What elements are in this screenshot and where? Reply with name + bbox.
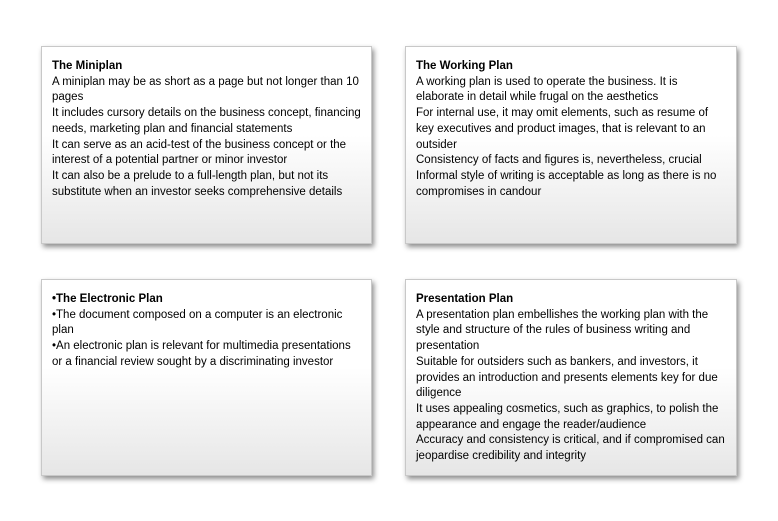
electronic-plan-card [41, 279, 372, 476]
card-line: A presentation plan embellishes the working plan with the style and structure of the rules of business writing and presentation [416, 308, 709, 353]
card-title: Presentation Plan [416, 293, 514, 305]
card-title: The Working Plan [416, 60, 513, 72]
card-line: A working plan is used to operate the business. It is elaborate in detail while frugal on the aesthetics [416, 75, 678, 104]
card-line: Informal style of writing is acceptable as long as there is no compromises in candour [416, 169, 717, 198]
presentation-plan-card [405, 279, 737, 476]
card-title: The Miniplan [52, 60, 123, 72]
card-line: It uses appealing cosmetics, such as graphics, to polish the appearance and engage the reader/audience [416, 402, 719, 431]
miniplan-card [41, 46, 372, 244]
card-line: A miniplan may be as short as a page but not longer than 10 pages [52, 75, 359, 104]
card-title: •The Electronic Plan [52, 293, 163, 305]
card-line: Consistency of facts and figures is, nevertheless, crucial [416, 154, 702, 167]
card-line: Suitable for outsiders such as bankers, and investors, it provides an introduction and presents elements key for due diligence [416, 355, 718, 400]
card-line: It can also be a prelude to a full-length plan, but not its substitute when an investor seeks comprehensive details [52, 169, 343, 198]
working-plan-card [405, 46, 737, 244]
card-line: Accuracy and consistency is critical, and if compromised can jeopardise credibility and integrity [416, 434, 725, 463]
card-line: •The document composed on a computer is an electronic plan [52, 308, 343, 337]
card-line: It includes cursory details on the business concept, financing needs, marketing plan and financial statements [52, 107, 361, 135]
card-line: It can serve as an acid-test of the business concept or the interest of a potential partner or minor investor [52, 138, 347, 167]
card-line: For internal use, it may omit elements, such as resume of key executives and product images, that is relevant to an outsider [416, 107, 709, 151]
card-line: •An electronic plan is relevant for multimedia presentations or a financial review sought by a discriminating investor [52, 340, 351, 368]
